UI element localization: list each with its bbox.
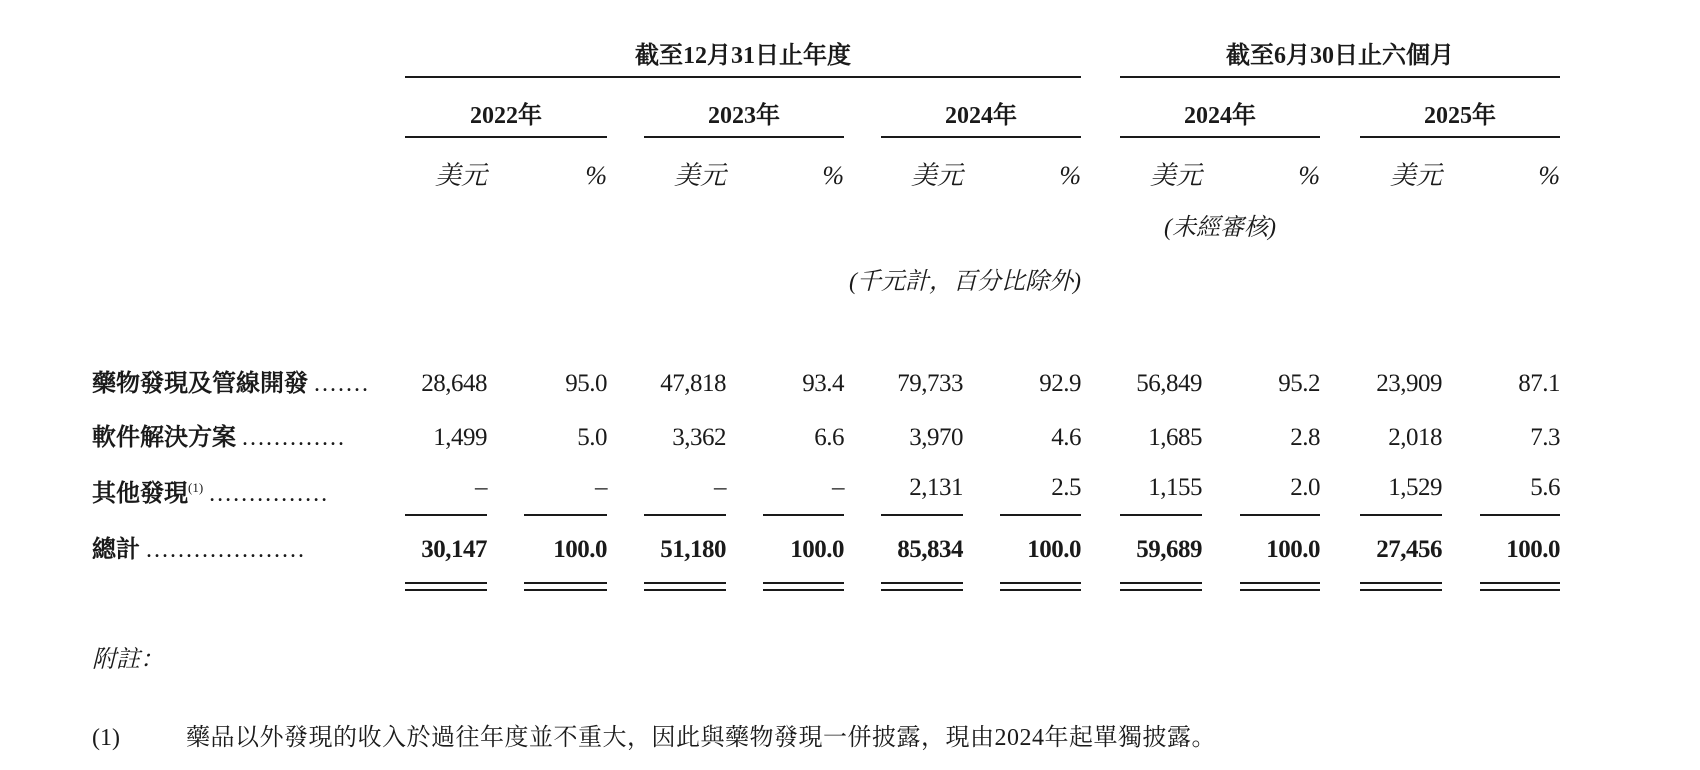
total-double-rule (1000, 582, 1081, 591)
total-cell: 27,456 (1376, 536, 1442, 563)
year-header-2023: 2023年 (644, 96, 844, 138)
total-double-rule (1360, 582, 1442, 591)
year-header-2022: 2022年 (405, 96, 607, 138)
total-double-rule (1480, 582, 1560, 591)
total-double-rule (763, 582, 844, 591)
subtotal-rule (1360, 514, 1442, 516)
table-cell: 95.2 (1278, 370, 1320, 397)
table-cell: 93.4 (802, 370, 844, 397)
total-double-rule (1240, 582, 1320, 591)
table-cell: 79,733 (897, 370, 963, 397)
year-header-2024: 2024年 (881, 96, 1081, 138)
total-cell: 51,180 (660, 536, 726, 563)
subtotal-rule (881, 514, 963, 516)
subtotal-rule (524, 514, 607, 516)
row-label-text: 其他發現 (92, 481, 188, 507)
header-year-ended-dec31: 截至12月31日止年度 (405, 36, 1081, 78)
subtotal-rule (1120, 514, 1202, 516)
unit-usd-2024: 美元 (910, 161, 963, 190)
unit-pct-2024: % (1059, 161, 1081, 190)
total-double-rule (881, 582, 963, 591)
unit-usd-2023: 美元 (673, 161, 726, 190)
table-cell: 23,909 (1376, 370, 1442, 397)
table-cell: – (595, 474, 607, 501)
table-cell: 95.0 (565, 370, 607, 397)
table-cell: 1,499 (433, 424, 487, 451)
table-cell: – (832, 474, 844, 501)
unit-pct-2023: % (822, 161, 844, 190)
subtotal-rule (763, 514, 844, 516)
dot-leader: .................... (146, 537, 306, 563)
row-label-text: 藥物發現及管線開發 (92, 371, 308, 397)
footnotes-heading: 附註： (92, 647, 164, 673)
total-cell: 100.0 (790, 536, 844, 563)
table-cell: 1,685 (1148, 424, 1202, 451)
table-cell: 47,818 (660, 370, 726, 397)
thousands-note: (千元計，百分比除外) (849, 269, 1081, 295)
table-cell: – (475, 474, 487, 501)
year-header-2024-interim: 2024年 (1120, 96, 1320, 138)
row-label-software-solutions (92, 420, 362, 456)
table-cell: 2,018 (1388, 424, 1442, 451)
unit-pct-2025-interim: % (1538, 161, 1560, 190)
table-cell: – (714, 474, 726, 501)
table-cell: 28,648 (421, 370, 487, 397)
table-cell: 87.1 (1518, 370, 1560, 397)
footnote-text: 藥品以外發現的收入於過往年度並不重大，因此與藥物發現一併披露，現由2024年起單獨披露。 (186, 725, 1216, 751)
total-cell: 100.0 (1266, 536, 1320, 563)
row-label-drug-discovery (92, 366, 370, 402)
subtotal-rule (1000, 514, 1081, 516)
subtotal-rule (1480, 514, 1560, 516)
table-cell: 2.0 (1290, 474, 1320, 501)
table-cell: 7.3 (1530, 424, 1560, 451)
row-label-total (92, 532, 362, 568)
total-cell: 30,147 (421, 536, 487, 563)
total-cell: 59,689 (1136, 536, 1202, 563)
table-cell: 56,849 (1136, 370, 1202, 397)
table-cell: 2.5 (1051, 474, 1081, 501)
year-header-2025-interim: 2025年 (1360, 96, 1560, 138)
total-double-rule (1120, 582, 1202, 591)
unit-usd-2024-interim: 美元 (1149, 161, 1202, 190)
total-double-rule (405, 582, 487, 591)
table-cell: 2.8 (1290, 424, 1320, 451)
total-double-rule (644, 582, 726, 591)
table-cell: 3,970 (909, 424, 963, 451)
dot-leader: ............... (209, 481, 330, 507)
unit-pct-2022: % (585, 161, 607, 190)
footnote-number: (1) (92, 725, 120, 751)
unit-usd-2022: 美元 (434, 161, 487, 190)
unaudited-note: (未經審核) (1164, 215, 1276, 241)
row-label-text: 總計 (92, 537, 140, 563)
subtotal-rule (644, 514, 726, 516)
unit-pct-2024-interim: % (1298, 161, 1320, 190)
table-cell: 5.6 (1530, 474, 1560, 501)
table-cell: 6.6 (814, 424, 844, 451)
total-cell: 100.0 (1027, 536, 1081, 563)
subtotal-rule (405, 514, 487, 516)
table-cell: 4.6 (1051, 424, 1081, 451)
total-cell: 85,834 (897, 536, 963, 563)
footnote-ref: (1) (188, 480, 204, 495)
total-cell: 100.0 (1506, 536, 1560, 563)
unit-usd-2025-interim: 美元 (1389, 161, 1442, 190)
table-cell: 5.0 (577, 424, 607, 451)
subtotal-rule (1240, 514, 1320, 516)
dot-leader: ............. (242, 425, 346, 451)
table-cell: 2,131 (909, 474, 963, 501)
total-cell: 100.0 (553, 536, 607, 563)
total-double-rule (524, 582, 607, 591)
table-cell: 92.9 (1039, 370, 1081, 397)
header-six-months-jun30: 截至6月30日止六個月 (1120, 36, 1560, 78)
row-label-text: 軟件解決方案 (92, 425, 236, 451)
table-cell: 1,155 (1148, 474, 1202, 501)
table-cell: 1,529 (1388, 474, 1442, 501)
dot-leader: ....... (314, 371, 370, 397)
row-label-other-discovery (92, 470, 362, 506)
table-cell: 3,362 (672, 424, 726, 451)
